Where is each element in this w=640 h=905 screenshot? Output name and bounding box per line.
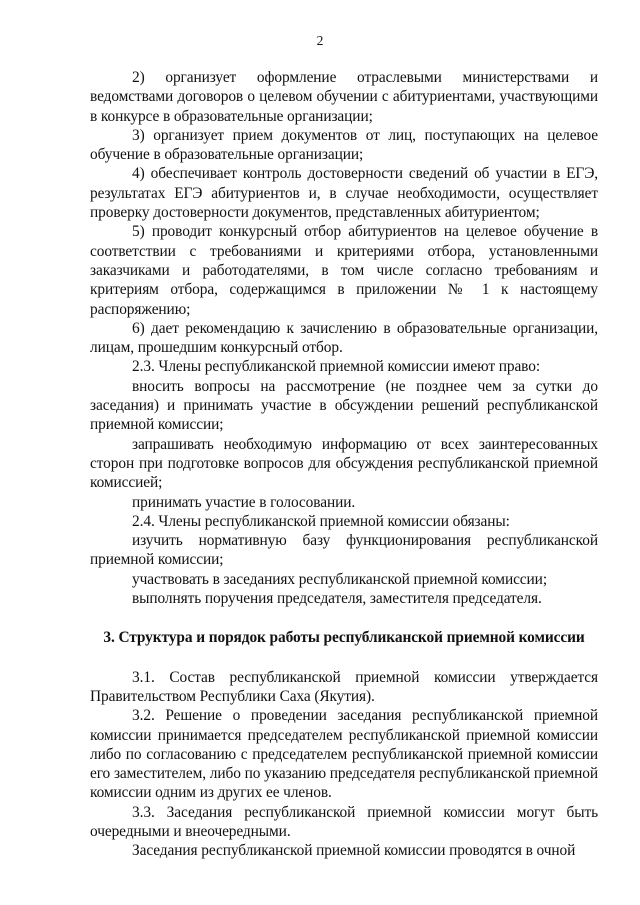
paragraph-sessions-format: Заседания республиканской приемной комиссии проводятся в очной [132, 842, 576, 860]
page-number: 2 [316, 33, 324, 48]
paragraph-duty-execute: выполнять поручения председателя, заместителя председателя. [132, 590, 542, 608]
paragraph-right-vote: принимать участие в голосовании. [132, 493, 356, 511]
paragraph-clause-3-3: 3.3. Заседания республиканской приемной комиссии могут быть очередными и внеочередными. [90, 803, 598, 840]
paragraph-duty-participate: участвовать в заседаниях республиканской приемной комиссии; [132, 570, 547, 588]
paragraph-clause-2-4: 2.4. Члены республиканской приемной комиссии обязаны: [132, 512, 510, 530]
section-heading: 3. Структура и порядок работы республиканской приемной комиссии [103, 629, 585, 647]
paragraph-clause-2-3: 2.3. Члены республиканской приемной комиссии имеют право: [132, 358, 541, 376]
paragraph-item-4: 4) обеспечивает контроль достоверности сведений об участии в ЕГЭ, результатах ЕГЭ абитуриентов и, в случае необходимости, осуществляет проверку достоверности документов, представленных абитуриентом; [90, 165, 598, 222]
paragraph-item-2: 2) организует оформление отраслевыми министерствами и ведомствами договоров о целевом обучении с абитуриентами, участвующими в конкурсе в образовательные организации; [90, 69, 598, 125]
paragraph-item-3: 3) организует прием документов от лиц, поступающих на целевое обучение в образовательные организации; [90, 126, 598, 164]
document-body [90, 68, 598, 861]
paragraph-right-request-info: запрашивать необходимую информацию от всех заинтересованных сторон при подготовке вопросов для обсуждения республиканской приемной комиссией; [90, 435, 598, 492]
paragraph-item-6: 6) дает рекомендацию к зачислению в образовательные организации, лицам, прошедшим конкурсный отбор. [90, 319, 598, 357]
paragraph-duty-study: изучить нормативную базу функционирования республиканской приемной комиссии; [90, 532, 598, 569]
paragraph-clause-3-2: 3.2. Решение о проведении заседания республиканской приемной комиссии принимается председателем республиканской приемной комиссии либо по согласованию с председателем республиканской приемной комиссии его заместителем, либо по указанию председателя республиканской приемной комиссии одним из других ее членов. [90, 707, 598, 802]
paragraph-clause-3-1: 3.1. Состав республиканской приемной комиссии утверждается Правительством Республики Саха (Якутия). [90, 668, 598, 705]
paragraph-right-submit-questions: вносить вопросы на рассмотрение (не позднее чем за сутки до заседания) и принимать участие в обсуждении решений республиканской приемной комиссии; [90, 377, 598, 434]
paragraph-item-5: 5) проводит конкурсный отбор абитуриентов на целевое обучение в соответствии с требованиями и критериями отбора, установленными заказчиками и работодателями, в том числе согласно требованиям и критериям отбора, содержащимся в приложении № 1 к настоящему распоряжению; [90, 223, 598, 318]
